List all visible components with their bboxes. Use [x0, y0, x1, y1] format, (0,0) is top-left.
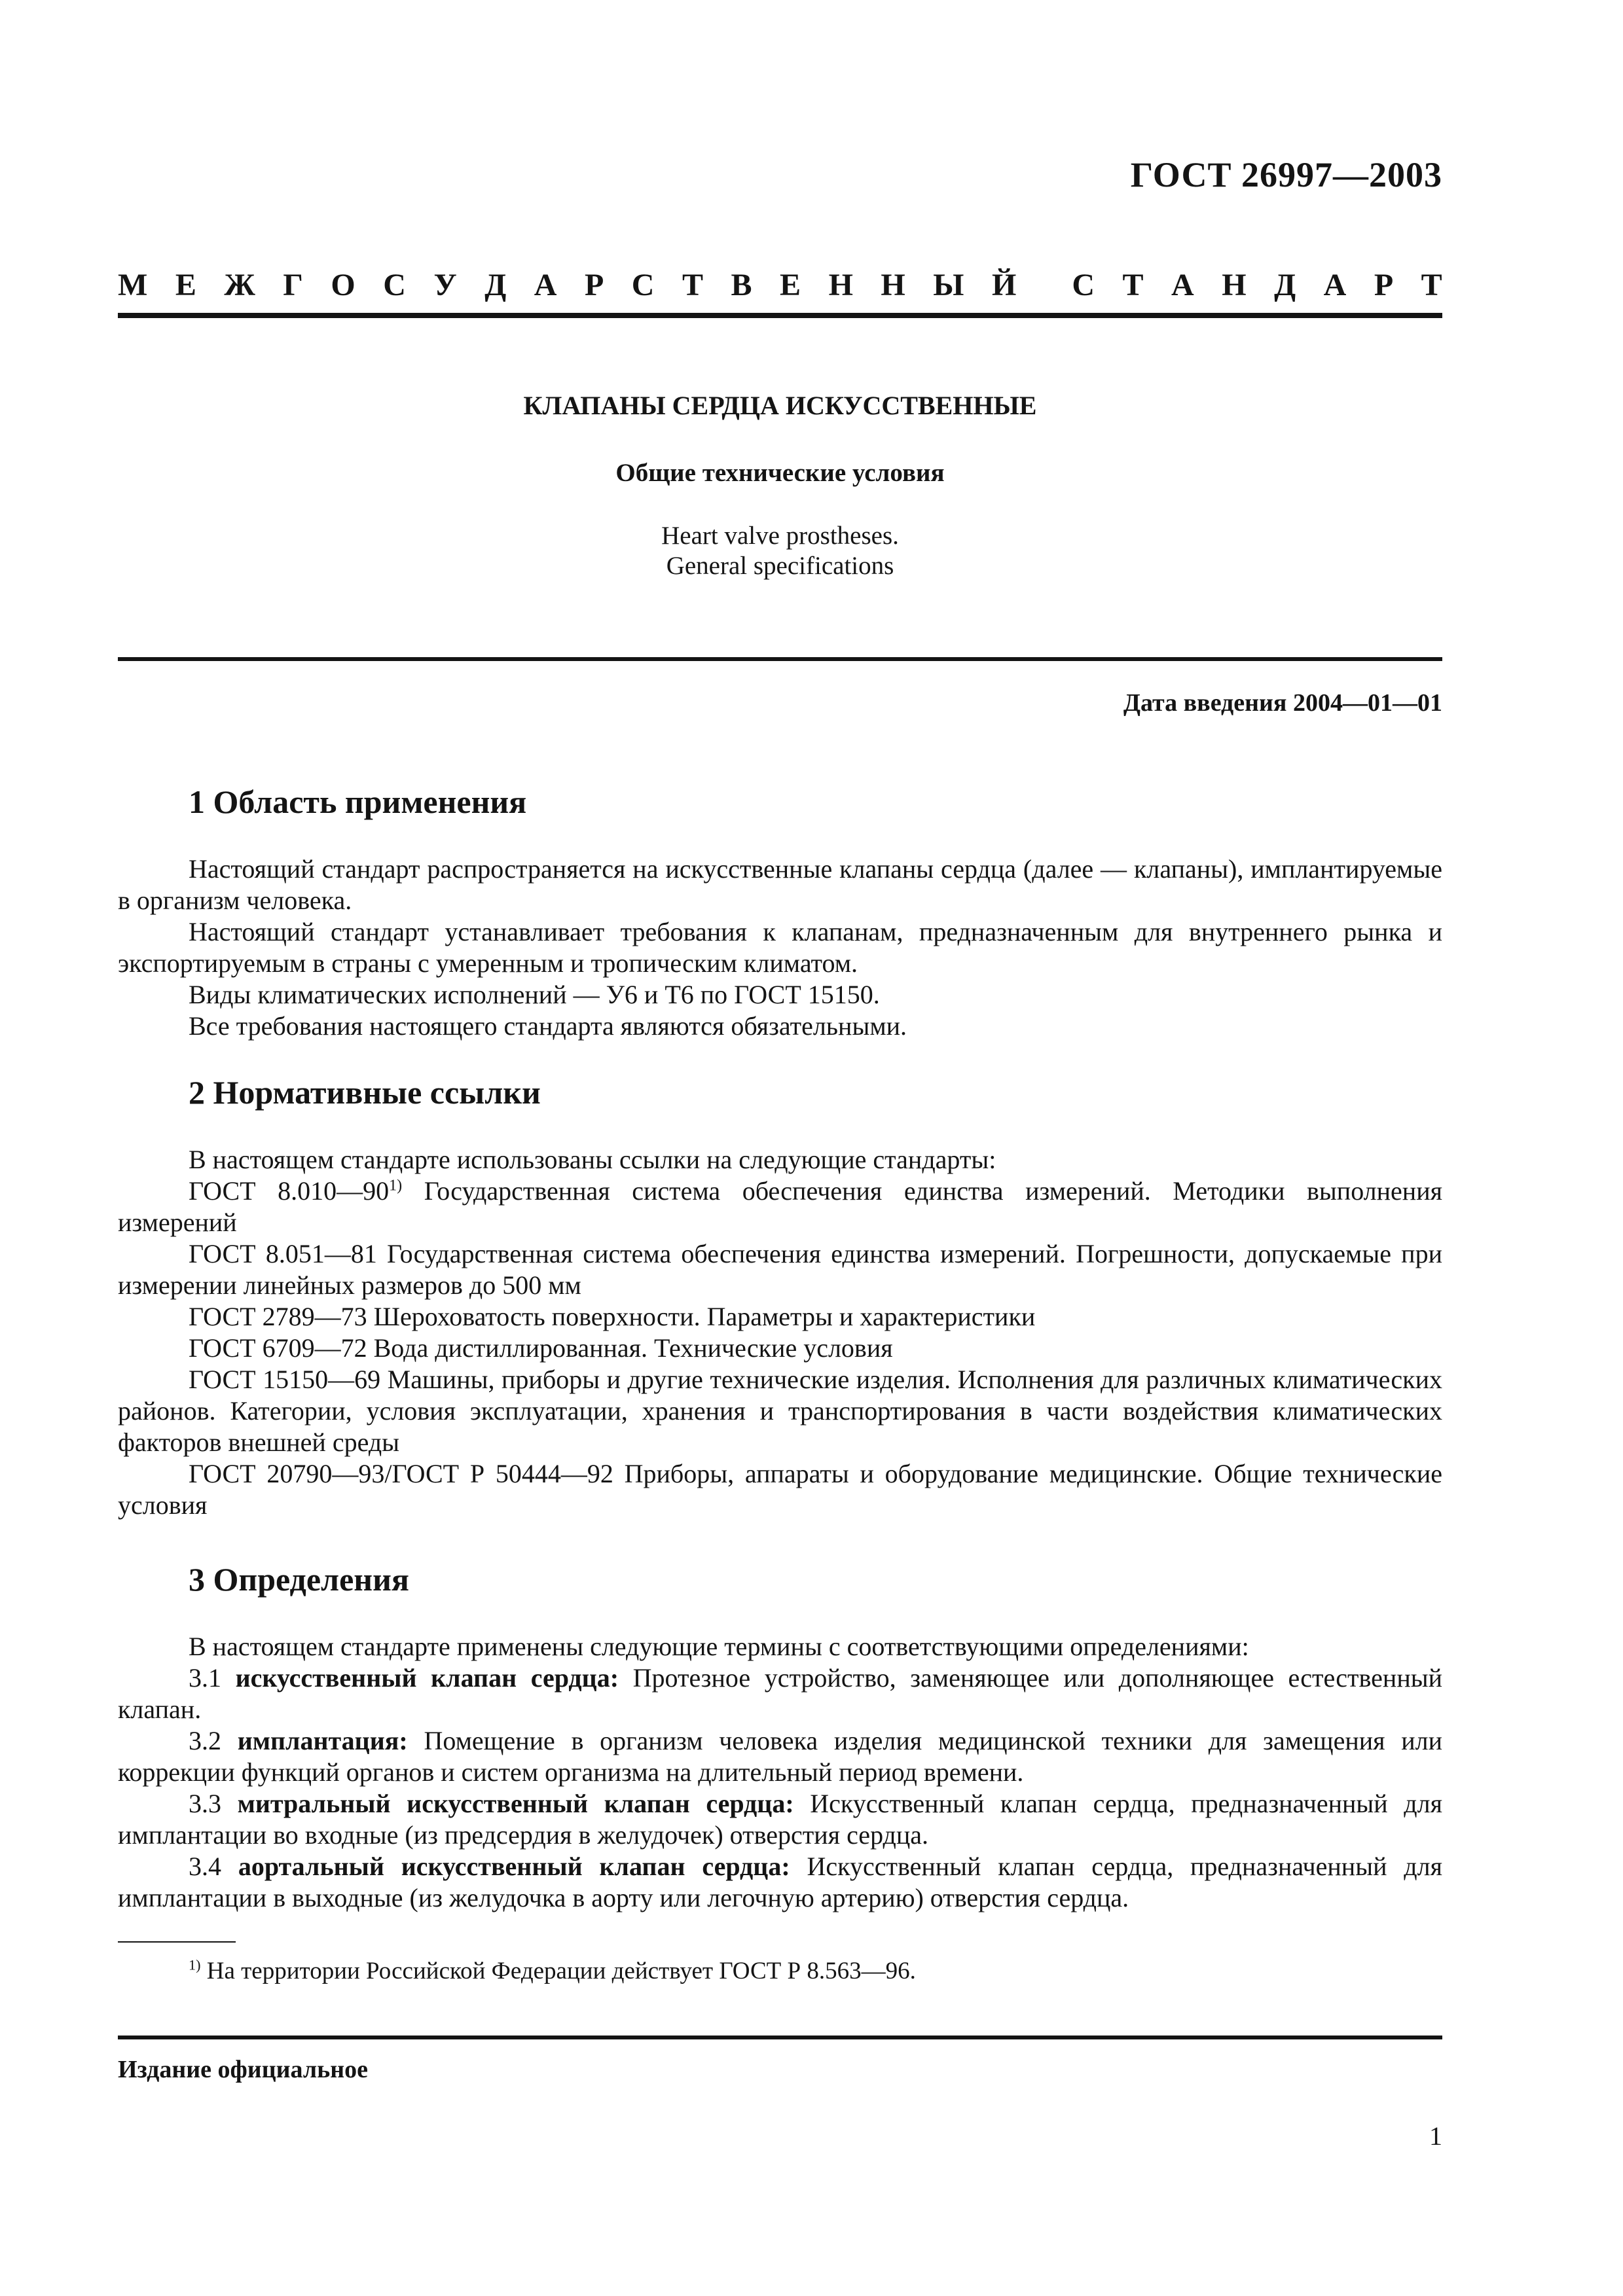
- definition-text: Протезное устройство, заменяющее или дополняющее естественный клапан.: [118, 1663, 1443, 1724]
- interstate-letter: Д: [1274, 268, 1296, 302]
- footnote-mark: 1): [189, 1956, 201, 1973]
- reference-code: ГОСТ 8.010—90: [189, 1176, 390, 1206]
- reference-item: ГОСТ 20790—93/ГОСТ Р 50444—92 Приборы, аппараты и оборудование медицинские. Общие технические условия: [118, 1459, 1442, 1520]
- paragraph: Настоящий стандарт распространяется на искусственные клапаны сердца (далее — клапаны), имплантируемые в организм человека.: [118, 854, 1442, 915]
- footnote-text: На территории Российской Федерации действует ГОСТ Р 8.563—96.: [200, 1958, 916, 1984]
- footnote-separator: [118, 1941, 236, 1943]
- interstate-letter: Е: [175, 268, 196, 302]
- header-rule: [118, 313, 1442, 318]
- interstate-letter: О: [331, 268, 356, 302]
- introduction-date: Дата введения 2004—01—01: [1123, 689, 1442, 717]
- reference-item: ГОСТ 2789—73 Шероховатость поверхности. Параметры и характеристики: [189, 1302, 1036, 1331]
- footnote-marker: 1): [389, 1177, 403, 1194]
- document-title: КЛАПАНЫ СЕРДЦА ИСКУССТВЕННЫЕ: [523, 391, 1037, 420]
- reference-item: ГОСТ 6709—72 Вода дистиллированная. Технические условия: [189, 1333, 893, 1363]
- interstate-letter: Н: [828, 268, 853, 302]
- definition-item: [118, 1788, 1442, 1851]
- definition-number: 3.1: [189, 1663, 221, 1693]
- paragraph: Виды климатических исполнений — У6 и Т6 по ГОСТ 15150.: [189, 980, 880, 1009]
- paragraph: В настоящем стандарте использованы ссылки на следующие стандарты:: [189, 1145, 996, 1174]
- page-number: 1: [1429, 2121, 1442, 2151]
- interstate-letter: Т: [1421, 268, 1442, 302]
- english-title-line: Heart valve prostheses.: [661, 522, 899, 550]
- definition-number: 3.3: [189, 1789, 221, 1818]
- section-3-title: 3 Определения: [189, 1561, 409, 1598]
- english-title-line: General specifications: [666, 552, 894, 580]
- definition-item: [118, 1725, 1442, 1788]
- section-1-title: 1 Область применения: [189, 783, 527, 820]
- footnote: [189, 1957, 916, 1986]
- interstate-letter: Д: [484, 268, 507, 302]
- title-rule: [118, 657, 1442, 661]
- interstate-letter: В: [731, 268, 752, 302]
- reference-item: [118, 1175, 1442, 1238]
- section-1-body: [118, 853, 1442, 1042]
- reference-item: ГОСТ 8.051—81 Государственная система обеспечения единства измерений. Погрешности, допускаемые при измерении линейных размеров до 500 мм: [118, 1239, 1442, 1300]
- interstate-letter: С: [631, 268, 655, 302]
- interstate-letter: С: [383, 268, 406, 302]
- interstate-letter: Р: [584, 268, 604, 302]
- definition-text: Искусственный клапан сердца, предназначенный для имплантации во входные (из предсердия в желудочек) отверстия сердца.: [118, 1789, 1443, 1850]
- paragraph: Все требования настоящего стандарта являются обязательными.: [189, 1011, 907, 1041]
- definition-text: Искусственный клапан сердца, предназначенный для имплантации в выходные (из желудочка в аорту или легочную артерию) отверстия сердца.: [118, 1852, 1443, 1912]
- reference-item: ГОСТ 15150—69 Машины, приборы и другие технические изделия. Исполнения для различных климатических районов. Категории, условия эксплуатации, хранения и транспортирования в части воздействия климатических факторов внешней среды: [118, 1365, 1442, 1457]
- footer-rule: [118, 2036, 1442, 2039]
- reference-text: Государственная система обеспечения единства измерений. Методики выполнения измерений: [118, 1176, 1442, 1237]
- interstate-letter: У: [433, 268, 457, 302]
- interstate-letter: Т: [1122, 268, 1144, 302]
- definition-term: аортальный искусственный клапан сердца:: [238, 1852, 790, 1881]
- interstate-letter: Ж: [224, 268, 255, 302]
- interstate-letter: А: [534, 268, 557, 302]
- english-title: [118, 521, 1442, 581]
- interstate-letter: С: [1072, 268, 1095, 302]
- section-2-title: 2 Нормативные ссылки: [189, 1074, 541, 1111]
- definition-term: митральный искусственный клапан сердца:: [237, 1789, 794, 1818]
- definition-term: искусственный клапан сердца:: [235, 1663, 619, 1693]
- interstate-letter: А: [1323, 268, 1347, 302]
- interstate-letter: А: [1171, 268, 1194, 302]
- section-2-body: [118, 1144, 1442, 1521]
- definition-number: 3.2: [189, 1726, 221, 1755]
- definition-term: имплантация:: [237, 1726, 408, 1755]
- definition-number: 3.4: [189, 1852, 221, 1881]
- section-3-body: [118, 1631, 1442, 1914]
- interstate-standard-heading: [118, 267, 1442, 303]
- definition-item: [118, 1662, 1442, 1725]
- paragraph: В настоящем стандарте применены следующие термины с соответствующими определениями:: [189, 1632, 1249, 1661]
- interstate-letter: Н: [1222, 268, 1247, 302]
- interstate-letter: Н: [881, 268, 905, 302]
- paragraph: Настоящий стандарт устанавливает требования к клапанам, предназначенным для внутреннего рынка и экспортируемым в страны с умеренным и тропическим климатом.: [118, 917, 1442, 978]
- interstate-letter: Р: [1374, 268, 1394, 302]
- interstate-letter: М: [118, 268, 148, 302]
- interstate-letter: Г: [283, 268, 303, 302]
- interstate-letter: Й: [991, 268, 1017, 302]
- interstate-letter: Ы: [933, 268, 964, 302]
- interstate-letter: Т: [682, 268, 703, 302]
- official-edition-label: Издание официальное: [118, 2056, 369, 2083]
- definition-text: Помещение в организм человека изделия медицинской техники для замещения или коррекции функций органов и систем организма на длительный период времени.: [118, 1726, 1443, 1787]
- definition-item: [118, 1851, 1442, 1914]
- document-subtitle: Общие технические условия: [615, 459, 945, 487]
- document-code: ГОСТ 26997—2003: [1130, 155, 1442, 194]
- interstate-letter: Е: [780, 268, 801, 302]
